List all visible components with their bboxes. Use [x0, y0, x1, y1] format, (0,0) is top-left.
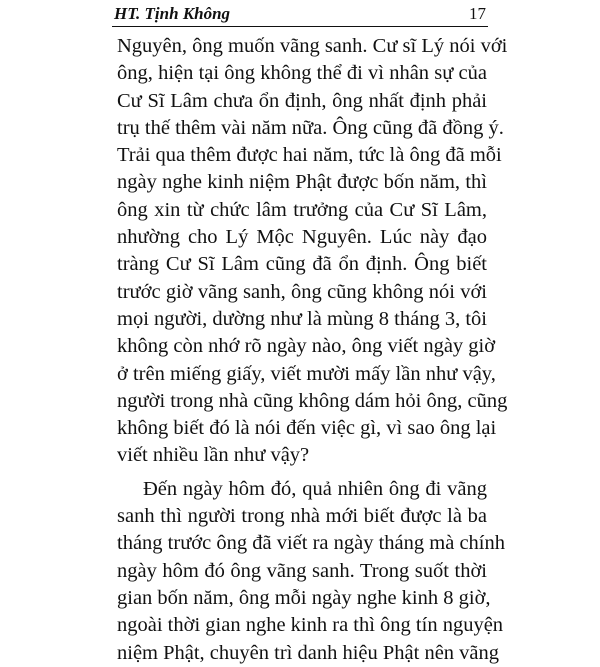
text-line: ở trên miếng giấy, viết mười mấy lần như vậy, [117, 362, 496, 385]
text-line: ngày nghe kinh niệm Phật được bốn năm, thì [117, 171, 487, 194]
running-header [112, 4, 488, 27]
text-line: không biết đó là nói đến việc gì, vì sao ông lại [117, 417, 497, 440]
text-line: người trong nhà cũng không dám hỏi ông, cũng [117, 389, 508, 412]
text-line: Trải qua thêm được hai năm, tức là ông đã mỗi [117, 144, 502, 167]
text-line: tháng trước ông đã viết ra ngày tháng mà chính [117, 532, 505, 555]
text-line: Cư Sĩ Lâm chưa ổn định, ông nhất định phải [117, 89, 487, 112]
text-line: ông xin từ chức lâm trưởng của Cư Sĩ Lâm, [117, 198, 487, 221]
body-text [117, 33, 508, 667]
paragraph-1 [117, 33, 508, 470]
text-line: ngoài thời gian nghe kinh ra thì ông tín nguyện [117, 614, 504, 637]
text-line: ông, hiện tại ông không thể đi vì nhân sự của [117, 62, 487, 85]
text-line: trụ thế thêm vài năm nữa. Ông cũng đã đồng ý. [117, 116, 504, 139]
text-line: trước giờ vãng sanh, ông cũng không nói với [117, 280, 487, 303]
paragraph-2 [117, 476, 505, 667]
page-number: 17 [469, 4, 486, 23]
text-line: niệm Phật, chuyên trì danh hiệu Phật nên vãng [117, 641, 500, 664]
text-line: sanh thì người trong nhà mới biết được là ba [117, 505, 487, 528]
text-line: không còn nhớ rõ ngày nào, ông viết ngày giờ [117, 335, 496, 358]
text-line: nhường cho Lý Mộc Nguyên. Lúc này đạo [117, 226, 487, 249]
text-line: viết nhiều lần như vậy? [117, 444, 310, 467]
text-line: gian bốn năm, ông mỗi ngày nghe kinh 8 giờ, [117, 586, 491, 609]
text-line: Đến ngày hôm đó, quả nhiên ông đi vãng [143, 477, 487, 500]
text-line: mọi người, dường như là mùng 8 tháng 3, tôi [117, 307, 487, 330]
header-author: HT. Tịnh Không [114, 4, 231, 23]
text-line: Nguyên, ông muốn vãng sanh. Cư sĩ Lý nói với [117, 35, 508, 57]
text-line: ngày hôm đó ông vãng sanh. Trong suốt thời [117, 559, 487, 582]
text-line: tràng Cư Sĩ Lâm cũng đã ổn định. Ông biết [117, 253, 487, 276]
